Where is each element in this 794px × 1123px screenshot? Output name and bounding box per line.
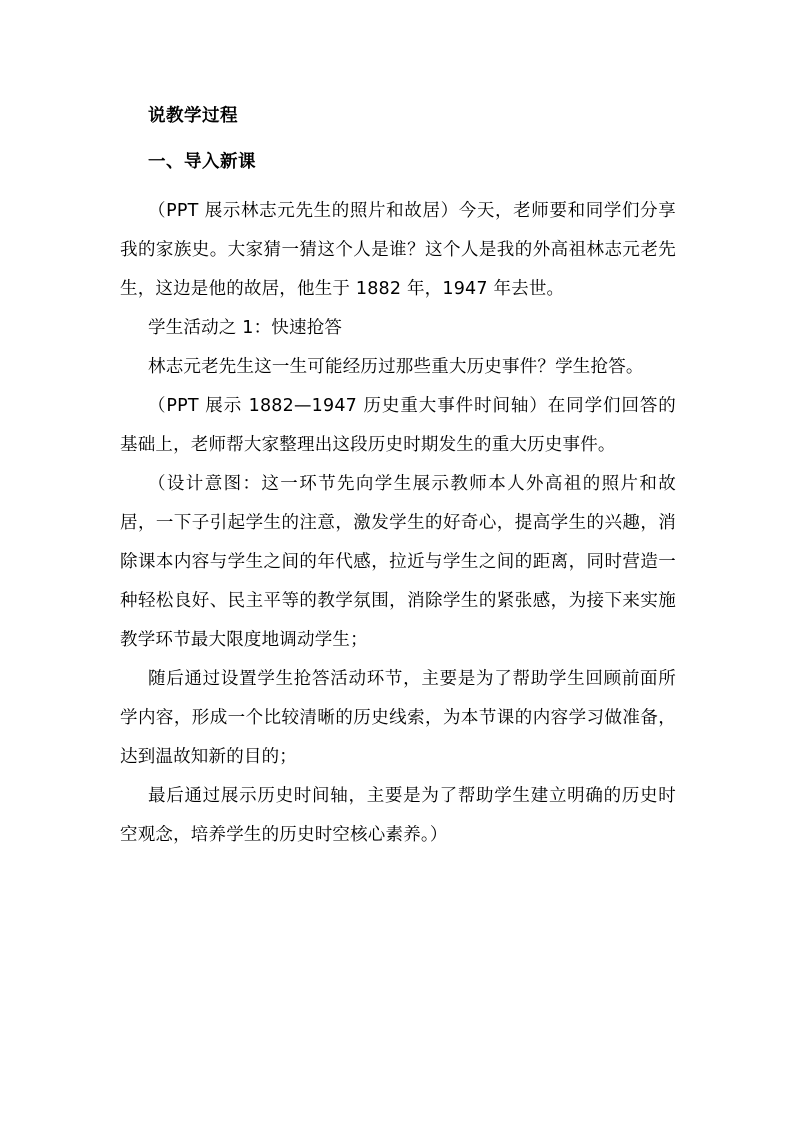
- paragraph-quiz-purpose: 随后通过设置学生抢答活动环节，主要是为了帮助学生回顾前面所学内容，形成一个比较清晰的历史线索，为本节课的内容学习做准备，达到温故知新的目的；: [120, 669, 676, 767]
- paragraph-activity-title: 学生活动之 1：快速抢答: [148, 318, 343, 338]
- paragraph-intro: （PPT 展示林志元先生的照片和故居）今天，老师要和同学们分享我的家族史。大家猜一猜这个人是谁？这个人是我的外高祖林志元老先生，这边是他的故居，他生于 1882 年，1947 年去世。: [120, 201, 676, 299]
- section-heading: 一、导入新课: [148, 152, 256, 172]
- document-body: [120, 100, 676, 855]
- paragraph-timeline: （PPT 展示 1882—1947 历史重大事件时间轴）在同学们回答的基础上，老师帮大家整理出这段历史时期发生的重大历史事件。: [120, 396, 676, 455]
- paragraph-activity-question: 林志元老先生这一生可能经历过那些重大历史事件？学生抢答。: [148, 357, 644, 377]
- paragraph-design-intent: （设计意图：这一环节先向学生展示教师本人外高祖的照片和故居，一下子引起学生的注意，激发学生的好奇心，提高学生的兴趣，消除课本内容与学生之间的年代感，拉近与学生之间的距离，同时营造一种轻松良好、民主平等的教学氛围，消除学生的紧张感，为接下来实施教学环节最大限度地调动学生；: [120, 474, 676, 650]
- page-title: 说教学过程: [148, 106, 238, 126]
- paragraph-timeline-purpose: 最后通过展示历史时间轴，主要是为了帮助学生建立明确的历史时空观念，培养学生的历史时空核心素养。）: [120, 786, 676, 845]
